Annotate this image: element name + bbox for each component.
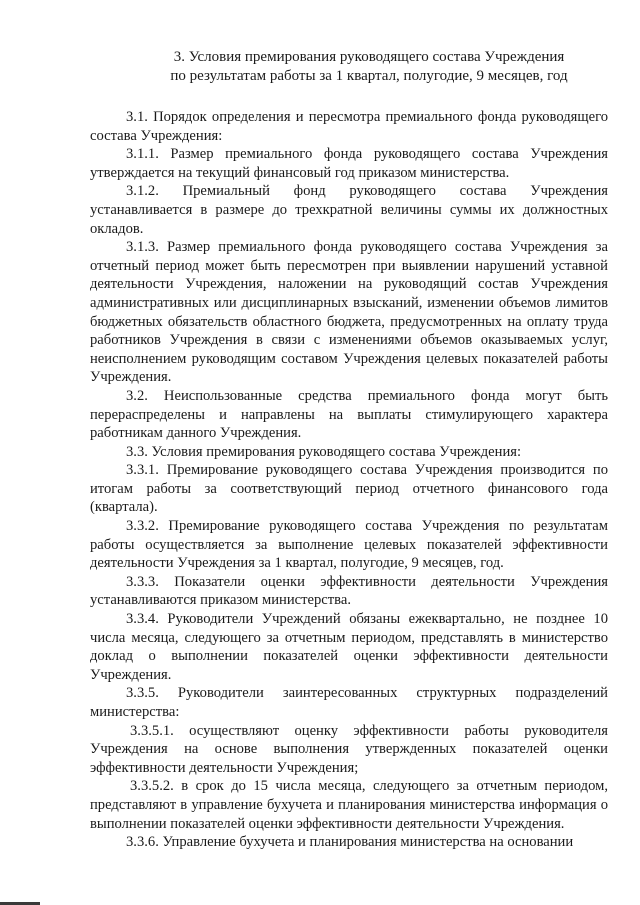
paragraph-3-1-2: 3.1.2. Премиальный фонд руководящего состава Учреждения устанавливается в размере до трехкратной величины суммы их должностных окладов.: [90, 183, 608, 237]
paragraph-3-3-6: 3.3.6. Управление бухучета и планирования министерства на основании: [126, 834, 574, 851]
section-heading: [90, 48, 608, 86]
paragraph-3-3-2: 3.3.2. Премирование руководящего состава Учреждения по результатам работы осуществляется за выполнение целевых показателей эффективности деятельности Учреждения за 1 квартал, полугодие, 9 месяцев, год.: [90, 518, 608, 572]
paragraph-3-3-5: 3.3.5. Руководители заинтересованных структурных подразделений министерства:: [90, 685, 608, 720]
paragraph-3-1: 3.1. Порядок определения и пересмотра премиального фонда руководящего состава Учреждения:: [90, 109, 608, 144]
paragraph-3-3-1: 3.3.1. Премирование руководящего состава Учреждения производится по итогам работы за соответствующий период отчетного финансового года (квартала).: [90, 462, 608, 516]
paragraph-3-3: 3.3. Условия премирования руководящего состава Учреждения:: [126, 443, 522, 460]
section-heading-line-1: 3. Условия премирования руководящего состава Учреждения: [173, 49, 565, 65]
section-heading-line-2: по результатам работы за 1 квартал, полугодие, 9 месяцев, год: [170, 68, 568, 84]
paragraph-3-3-3: 3.3.3. Показатели оценки эффективности деятельности Учреждения устанавливаются приказом министерства.: [90, 573, 608, 609]
paragraph-3-2: 3.2. Неиспользованные средства премиального фонда могут быть перераспределены и направлены на выплаты стимулирующего характера работникам данного Учреждения.: [90, 387, 608, 442]
paragraph-3-1-1: 3.1.1. Размер премиального фонда руководящего состава Учреждения утверждается на текущий финансовый год приказом министерства.: [90, 146, 608, 181]
paragraph-3-3-5-1: 3.3.5.1. осуществляют оценку эффективности работы руководителя Учреждения на основе выполнения утвержденных показателей оценки эффективности деятельности Учреждения;: [90, 722, 608, 776]
paragraph-3-3-5-2: 3.3.5.2. в срок до 15 числа месяца, следующего за отчетным периодом, представляют в управление бухучета и планирования министерства информация о выполнении показателей оценки эффективности деятельности Учреждения.: [90, 778, 608, 832]
paragraph-3-1-3: 3.1.3. Размер премиального фонда руководящего состава Учреждения за отчетный период может быть пересмотрен при выявлении нарушений уставной деятельности Учреждения, наложении на руководящий состав Учреждения административных или дисциплинарных взысканий, изменении объемов лимитов бюджетных обязательств областного бюджета, предусмотренных на оплату труда работников Учреждения в связи с изменениями объемов оказываемых услуг, неисполнением руководящим составом Учреждения целевых показателей работы Учреждения.: [90, 239, 608, 386]
paragraph-3-3-4: 3.3.4. Руководители Учреждений обязаны ежеквартально, не позднее 10 числа месяца, следующего за отчетным периодом, представлять в министерство доклад о выполнении показателей оценки эффективности деятельности Учреждения.: [90, 611, 608, 683]
document-body: [90, 48, 608, 852]
